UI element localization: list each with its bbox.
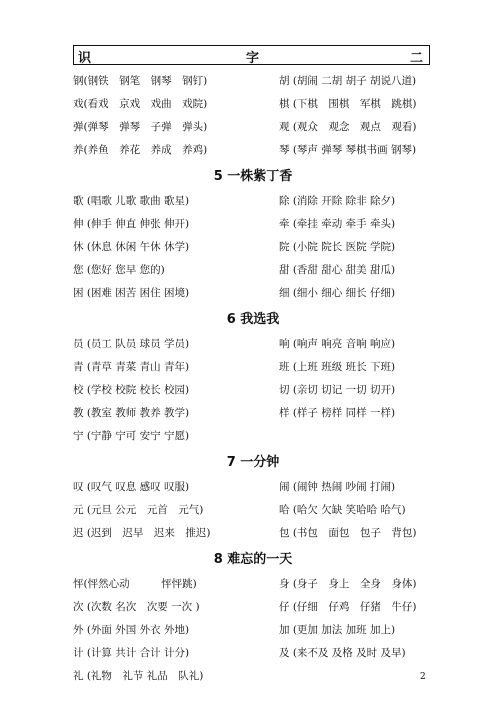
word-entry-right: 哈 (哈欠 欠缺 笑哈哈 哈气) bbox=[279, 504, 406, 516]
word-row bbox=[73, 93, 433, 116]
lesson-title: 5 一株紫丁香 bbox=[213, 169, 293, 184]
word-row bbox=[73, 665, 433, 688]
word-entry-left: 青 (青草 青菜 青山 青年) bbox=[73, 361, 190, 373]
word-entry-right: 切 (亲切 切记 一切 切开) bbox=[279, 384, 396, 396]
word-entry-left: 校 (学校 校院 校长 校园) bbox=[73, 384, 190, 396]
vocabulary-list bbox=[73, 70, 433, 688]
word-row bbox=[73, 190, 433, 213]
word-entry-right: 胡 (胡闹 二胡 胡子 胡说八道) bbox=[279, 75, 417, 87]
word-entry-right: 包 (书包 面包 包子 背包) bbox=[279, 527, 417, 539]
word-entry-left: 伸 (伸手 伸直 伸张 伸开) bbox=[73, 218, 190, 230]
word-entry-right: 琴 (琴声 弹琴 琴棋书画 钢琴) bbox=[279, 144, 417, 156]
word-entry-left: 钢(钢铁 钢笔 钢琴 钢钉) bbox=[73, 75, 208, 87]
lesson-title: 6 我选我 bbox=[226, 312, 280, 327]
word-entry-left: 迟 (迟到 迟早 迟来 推迟) bbox=[73, 527, 211, 539]
word-entry-left: 困 (困难 困苦 困住 困境) bbox=[73, 287, 190, 299]
word-entry-right: 及 (来不及 及格 及时 及早) bbox=[279, 647, 406, 659]
word-entry-right: 身 (身子 身上 全身 身体) bbox=[279, 578, 417, 590]
word-entry-left: 元 (元旦 公元 元首 元气) bbox=[73, 504, 204, 516]
word-row bbox=[73, 356, 433, 379]
word-entry-right: 响 (响声 响亮 音响 响应) bbox=[279, 338, 396, 350]
word-entry-left: 计 (计算 共计 合计 计分) bbox=[73, 647, 190, 659]
word-entry-right: 甜 (香甜 甜心 甜美 甜瓜) bbox=[279, 264, 396, 276]
word-entry-left: 员 (员工 队员 球员 学员) bbox=[73, 338, 190, 350]
word-entry-left: 次 (次数 名次 次要 一次 ) bbox=[73, 601, 200, 613]
word-row bbox=[73, 213, 433, 236]
word-entry-right: 棋 (下棋 围棋 军棋 跳棋) bbox=[279, 98, 417, 110]
header-bar bbox=[73, 45, 430, 65]
word-row bbox=[73, 522, 433, 545]
word-row bbox=[73, 379, 433, 402]
header-middle-label: 字 bbox=[246, 51, 260, 66]
word-row bbox=[73, 425, 433, 448]
word-row bbox=[73, 596, 433, 619]
word-entry-left: 养(养鱼 养花 养成 养鸡) bbox=[73, 144, 208, 156]
lesson-title: 7 一分钟 bbox=[226, 455, 280, 470]
word-entry-left: 您 (您好 您早 您的) bbox=[73, 264, 165, 276]
header-left-label: 识 bbox=[78, 51, 92, 66]
word-row bbox=[73, 499, 433, 522]
word-row bbox=[73, 402, 433, 425]
word-entry-right: 除 (消除 开除 除非 除夕) bbox=[279, 195, 396, 207]
word-row bbox=[73, 642, 433, 665]
word-entry-right: 仔 (仔细 仔鸡 仔猪 牛仔) bbox=[279, 601, 417, 613]
word-row bbox=[73, 573, 433, 596]
word-entry-right: 加 (更加 加法 加班 加上) bbox=[279, 624, 396, 636]
word-entry-right: 班 (上班 班级 班长 下班) bbox=[279, 361, 396, 373]
word-row bbox=[73, 116, 433, 139]
word-entry-right: 细 (细小 细心 细长 仔细) bbox=[279, 287, 396, 299]
word-entry-right: 院 (小院 院长 医院 学院) bbox=[279, 241, 396, 253]
page-number: 2 bbox=[420, 672, 426, 682]
word-entry-left: 休 (休息 休闲 午休 休学) bbox=[73, 241, 190, 253]
lesson-title: 8 难忘的一天 bbox=[213, 552, 293, 567]
word-entry-right: 观 (观众 观念 观点 观看) bbox=[279, 121, 417, 133]
header-right-label: 二 bbox=[409, 51, 423, 66]
word-entry-left: 礼 (礼物 礼节 礼品 队礼) bbox=[73, 670, 204, 682]
word-entry-left: 叹 (叹气 叹息 感叹 叹服) bbox=[73, 481, 190, 493]
word-row bbox=[73, 333, 433, 356]
word-entry-left: 宁 (宁静 宁可 安宁 宁愿) bbox=[73, 430, 190, 442]
word-entry-left: 怦(怦然心动 怦怦跳) bbox=[73, 578, 197, 590]
word-entry-right: 样 (样子 榜样 同样 一样) bbox=[279, 407, 396, 419]
word-row bbox=[73, 619, 433, 642]
word-row bbox=[73, 282, 433, 305]
word-row bbox=[73, 259, 433, 282]
word-entry-left: 戏(看戏 京戏 戏曲 戏院) bbox=[73, 98, 208, 110]
word-entry-left: 教 (教室 教师 教养 教学) bbox=[73, 407, 190, 419]
word-row bbox=[73, 70, 433, 93]
word-entry-left: 弹(弹琴 弹琴 子弹 弹头) bbox=[73, 121, 208, 133]
word-row bbox=[73, 139, 433, 162]
word-row bbox=[73, 236, 433, 259]
word-entry-left: 歌 (唱歌 儿歌 歌曲 歌星) bbox=[73, 195, 190, 207]
word-entry-left: 外 (外面 外国 外衣 外地) bbox=[73, 624, 190, 636]
word-entry-right: 闹 (闹钟 热闹 吵闹 打闹) bbox=[279, 481, 396, 493]
word-row bbox=[73, 476, 433, 499]
word-entry-right: 牵 (牵挂 牵动 牵手 牵头) bbox=[279, 218, 396, 230]
